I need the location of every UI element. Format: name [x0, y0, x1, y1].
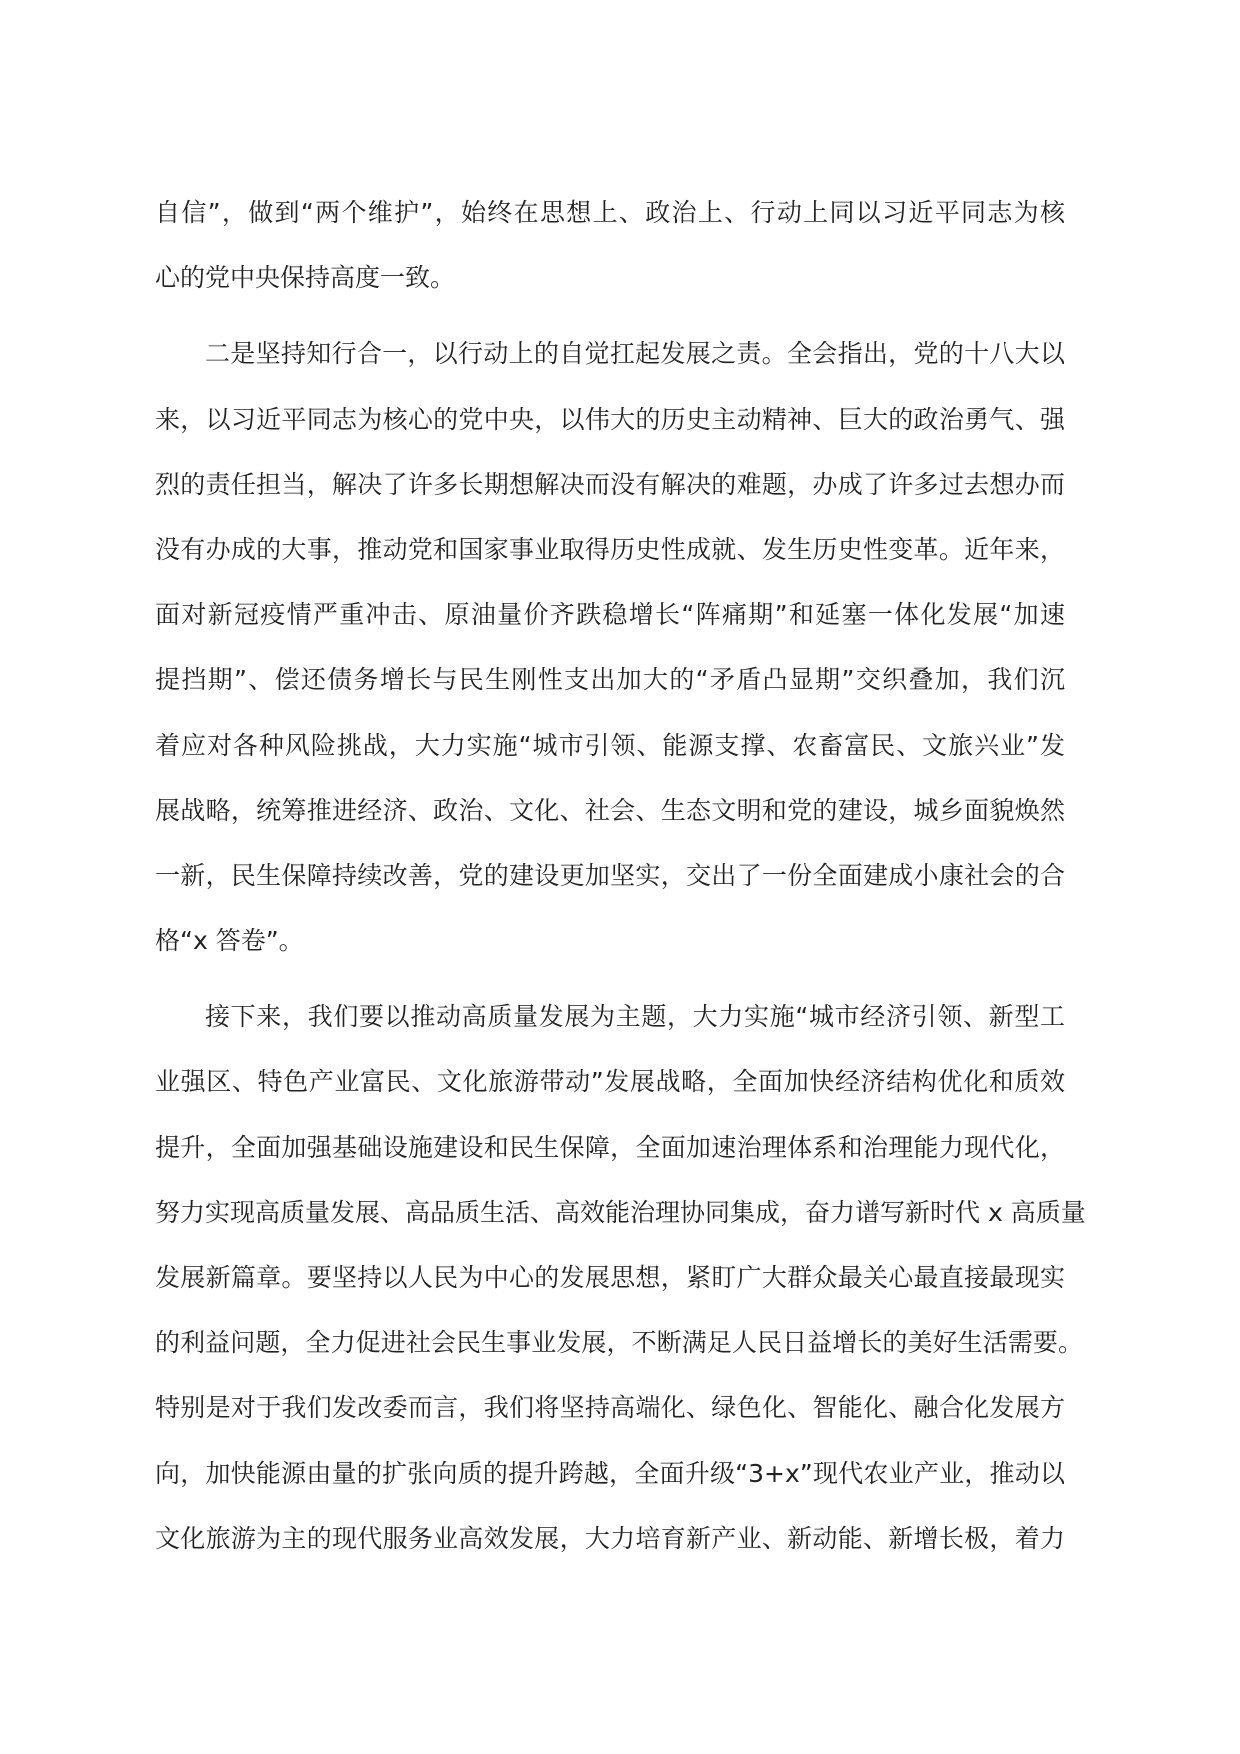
text-line: 面对新冠疫情严重冲击、原油量价齐跌稳增长“阵痛期”和延塞一体化发展“加速: [155, 600, 1065, 630]
text-line: 接下来，我们要以推动高质量发展为主题，大力实施“城市经济引领、新型工: [205, 1002, 1065, 1032]
text-line: 心的党中央保持高度一致。: [155, 263, 456, 293]
text-line: 没有办成的大事，推动党和国家事业取得历史性成就、发生历史性变革。近年来，: [155, 534, 1065, 564]
text-line: 提挡期”、偿还债务增长与民生刚性支出加大的“矛盾凸显期”交织叠加，我们沉: [155, 665, 1065, 695]
text-line: 来，以习近平同志为核心的党中央，以伟大的历史主动精神、巨大的政治勇气、强: [155, 404, 1065, 434]
text-line: 业强区、特色产业富民、文化旅游带动”发展战略，全面加快经济结构优化和质效: [155, 1067, 1065, 1097]
text-line: 烈的责任担当，解决了许多长期想解决而没有解决的难题，办成了许多过去想办而: [155, 469, 1065, 499]
text-line: 的利益问题，全力促进社会民生事业发展，不断满足人民日益增长的美好生活需要。: [155, 1328, 1083, 1358]
text-line: 向，加快能源由量的扩张向质的提升跨越，全面升级“3+x”现代农业产业，推动以: [155, 1458, 1065, 1488]
text-line: 努力实现高质量发展、高品质生活、高效能治理协同集成，奋力谱写新时代 x 高质量: [155, 1197, 1086, 1227]
text-line: 二是坚持知行合一，以行动上的自觉扛起发展之责。全会指出，党的十八大以: [205, 339, 1065, 369]
document-body: [155, 180, 1086, 1571]
text-line: 自信”，做到“两个维护”，始终在思想上、政治上、行动上同以习近平同志为核: [155, 198, 1065, 227]
text-line: 着应对各种风险挑战，大力实施“城市引领、能源支撑、农畜富民、文旅兴业”发: [155, 730, 1065, 760]
text-line: 提升，全面加强基础设施建设和民生保障，全面加速治理体系和治理能力现代化，: [155, 1132, 1065, 1162]
text-line: 展战略，统筹推进经济、政治、文化、社会、生态文明和党的建设，城乡面貌焕然: [155, 795, 1065, 825]
text-line: 发展新篇章。要坚持以人民为中心的发展思想，紧盯广大群众最关心最直接最现实: [155, 1263, 1065, 1292]
paragraph-3: [155, 984, 1086, 1571]
text-line: 格“x 答卷”。: [155, 926, 304, 956]
text-line: 特别是对于我们发改委而言，我们将坚持高端化、绿色化、智能化、融合化发展方: [155, 1393, 1065, 1423]
paragraph-2: [155, 321, 1065, 973]
text-line: 文化旅游为主的现代服务业高效发展，大力培育新产业、新动能、新增长极，着力: [155, 1523, 1065, 1553]
text-line: 一新，民生保障持续改善，党的建设更加坚实，交出了一份全面建成小康社会的合: [155, 860, 1065, 890]
paragraph-1: [155, 180, 1065, 310]
